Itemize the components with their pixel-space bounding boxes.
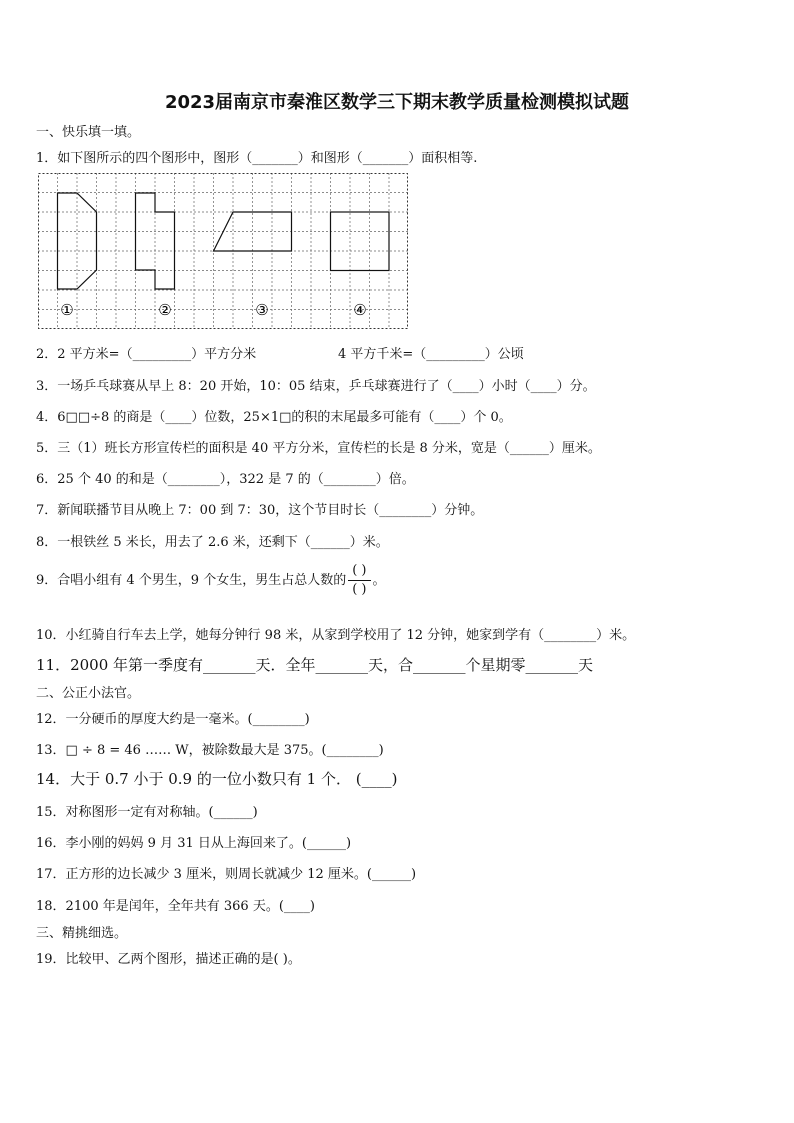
question-11: 11．2000 年第一季度有_______天．全年_______天，合_______个星期零_______天 — [36, 656, 594, 674]
question-7: 7．新闻联播节目从晚上 7：00 到 7：30，这个节目时长（________）分钟。 — [36, 503, 484, 518]
question-18: 18．2100 年是闰年，全年共有 366 天。(____) — [36, 899, 315, 914]
figure-label-2: ② — [158, 301, 172, 319]
question-4: 4．6□□÷8 的商是（____）位数，25×1□的积的末尾最多可能有（____）个 0。 — [36, 410, 512, 425]
fraction-numerator: ( ) — [348, 562, 370, 581]
figure-label-3: ③ — [255, 301, 269, 319]
question-19: 19．比较甲、乙两个图形，描述正确的是( )。 — [36, 952, 301, 967]
question-6: 6．25 个 40 的和是（________），322 是 7 的（________）倍。 — [36, 472, 415, 487]
question-15: 15．对称图形一定有对称轴。(______) — [36, 805, 258, 820]
section-heading-2: 二、公正小法官。 — [36, 686, 141, 701]
figure-label-4: ④ — [353, 301, 367, 319]
question-1: 1．如下图所示的四个图形中，图形（_______）和图形（_______）面积相等. — [36, 151, 478, 166]
question-14: 14．大于 0.7 小于 0.9 的一位小数只有 1 个． (____) — [36, 770, 398, 788]
question-9 — [36, 562, 386, 599]
fraction-denominator: ( ) — [352, 582, 367, 597]
question-12: 12．一分硬币的厚度大约是一毫米。(________) — [36, 712, 310, 727]
question-9-text: 9．合唱小组有 4 个男生，9 个女生，男生占总人数的 — [36, 573, 347, 588]
question-3: 3．一场乒乓球赛从早上 8：20 开始，10：05 结束，乒乓球赛进行了（____）小时（____）分。 — [36, 379, 596, 394]
question-9-end: 。 — [372, 573, 386, 588]
grid-figure — [38, 173, 410, 331]
shape-4 — [331, 212, 390, 271]
figure-label-1: ① — [60, 301, 74, 319]
question-5: 5．三（1）班长方形宣传栏的面积是 40 平方分米，宣传栏的长是 8 分米，宽是（______）厘米。 — [36, 441, 601, 456]
question-2b: 4 平方千米=（_________）公顷 — [338, 347, 524, 362]
question-8: 8．一根铁丝 5 米长，用去了 2.6 米，还剩下（______）米。 — [36, 535, 389, 550]
section-heading-1: 一、快乐填一填。 — [36, 125, 141, 140]
question-17: 17．正方形的边长减少 3 厘米，则周长就减少 12 厘米。(______) — [36, 867, 417, 882]
section-heading-3: 三、精挑细选。 — [36, 926, 128, 941]
answer-fraction — [348, 562, 370, 599]
question-16: 16．李小刚的妈妈 9 月 31 日从上海回来了。(______) — [36, 836, 352, 851]
question-13: 13．□ ÷ 8 = 46 …… W，被除数最大是 375。(________) — [36, 743, 384, 758]
page-title: 2023届南京市秦淮区数学三下期末教学质量检测模拟试题 — [164, 92, 630, 113]
question-2a: 2．2 平方米=（_________）平方分米 — [36, 347, 257, 362]
question-10: 10．小红骑自行车去上学，她每分钟行 98 米，从家到学校用了 12 分钟，她家到学有（________）米。 — [36, 628, 636, 643]
